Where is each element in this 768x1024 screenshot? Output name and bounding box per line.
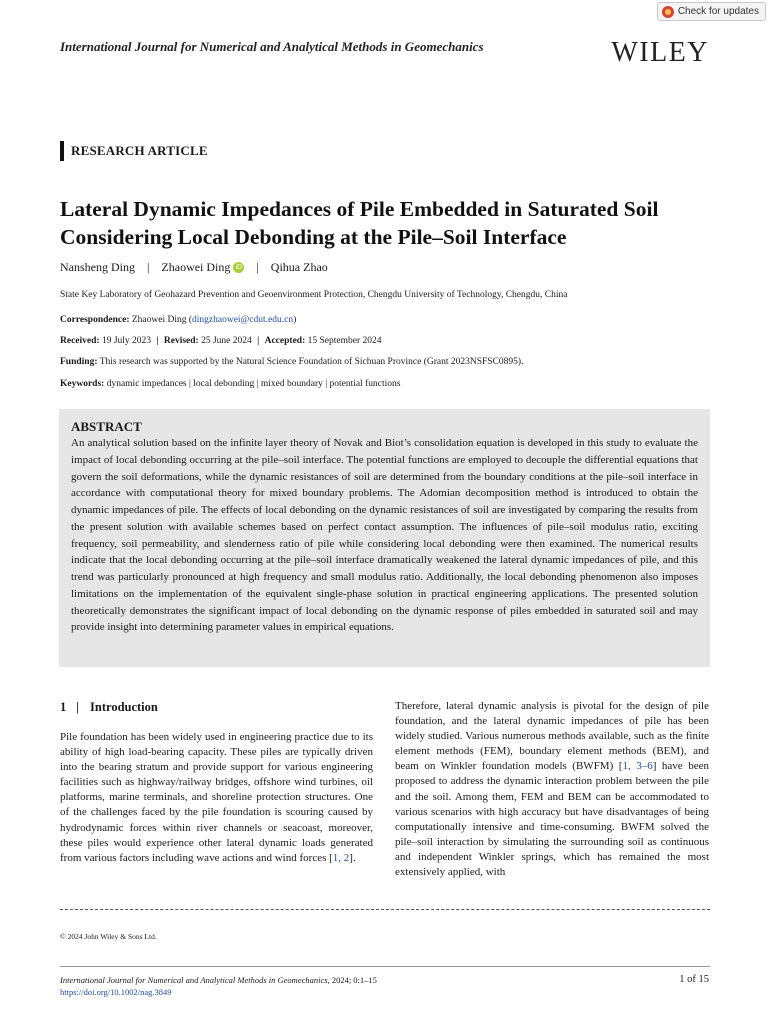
funding-text: This research was supported by the Natural Science Foundation of Sichuan Province (Grant 2023NSFSC0895). [99,357,524,367]
date-separator: | [257,336,260,346]
page-number: 1 of 15 [679,974,709,985]
footer-citation [60,975,377,985]
publisher-logo: WILEY [611,37,709,68]
paragraph-text: Pile foundation has been widely used in engineering practice due to its ability of high load-bearing capacity. These piles are typically driven into the bearing stratum and provide support for various engineering facilities such as highway/railway bridges, offshore wind turbines, oil platforms, marine terminals, and shoreline protection structures. One of the challenges faced by the pile foundation is scouring caused by hydrodynamic forces within river channels or seacoast, moreover, these piles would experience other lateral dynamic loads generated from various factors including wave actions and wind forces [ [60,731,373,864]
abstract-heading: ABSTRACT [71,419,142,434]
keywords-text: dynamic impedances | local debonding | mixed boundary | potential functions [106,379,401,389]
section-number: 1 [60,700,67,714]
check-updates-label: Check for updates [677,6,759,17]
orcid-icon[interactable]: iD [233,262,244,273]
author-list [60,260,328,275]
doi-link[interactable]: https://doi.org/10.1002/nag.3849 [60,987,172,997]
section-separator: | [76,700,80,714]
keywords [60,379,401,389]
footer-volume: , 2024; 0:1–15 [327,975,377,985]
author-name[interactable]: Nansheng Ding [60,260,135,274]
paper-title: Lateral Dynamic Impedances of Pile Embedded in Saturated Soil Considering Local Debonding at the Pile–Soil Interface [60,197,659,249]
correspondence [60,315,296,325]
section-heading [60,700,158,715]
footer-divider [60,966,710,967]
received-date: 19 July 2023 [101,336,152,346]
paragraph-text-cont: ] have been proposed to address the dynamic interaction problem between the pile and the soil. Among them, FEM and BEM can be accommodated to various scenarios with high accuracy but have disadvantages of being computationally intensive and time-consuming. BWFM solved the pile–soil interaction by simulating the surrounding soil as continuous and independent Winkler springs, which has remained the most extensively applied, with [395,760,709,879]
citation-link[interactable]: 1, 3–6 [622,760,653,773]
article-type-label: RESEARCH ARTICLE [71,143,208,158]
author-separator: | [256,260,259,274]
body-column-right [395,699,709,880]
accepted-label: Accepted: [264,336,306,346]
keywords-label: Keywords: [60,379,105,389]
article-type-bar [60,141,64,161]
journal-title: International Journal for Numerical and Analytical Methods in Geomechanics [60,39,484,54]
author-name[interactable]: Zhaowei Ding [161,260,231,274]
correspondence-label: Correspondence: [60,315,130,325]
author-separator: | [147,260,150,274]
author-name[interactable]: Qihua Zhao [270,260,328,274]
check-for-updates-button[interactable] [657,2,766,21]
revised-date: 25 June 2024 [201,336,252,346]
correspondence-name: Zhaowei Ding ( [131,315,193,325]
received-label: Received: [60,336,100,346]
section-title: Introduction [90,700,158,714]
paragraph-text-end: ]. [349,851,356,864]
funding-label: Funding: [60,357,98,367]
body-column-left [60,730,373,866]
abstract-text: An analytical solution based on the infinite layer theory of Novak and Biot’s consolidation equation is developed in this study to evaluate the impact of local debonding occurring at the pile–soil interface. The potential functions are employed to decouple the differential equations that govern the soil deformations, while the dynamic resistances of soil are determined from the boundary conditions at the pile–soil interface in accordance with computational theory for mixed boundary problems. The Adomian decomposition method is introduced to obtain the dynamic impedances of pile. The effects of local debonding on the dynamic resistances of soil are investigated by comparing the results from the present solution with available schemes based on perfect contact assumption. The influences of pile–soil modulus ratio, exciting frequency, soil permeability, and slenderness ratio of pile while considering local debonding were then examined. The numerical results indicate that the local debonding occurring at the pile–soil interface dramatically weakened the lateral dynamic impedances of pile, and this trend was particularly pronounced at high frequency and small modulus ratio. Additionally, the local debonding phenomenon also imposes limitations on the implementation of the equivalent single-phase solution in practical engineering applications. The presented solution theoretically demonstrates the significant impact of local debonding on the dynamic response of piles embedded in saturated soil and may provide insight into determining parameter values in empirical equations. [71,437,698,634]
citation-link[interactable]: 1, 2 [332,851,350,864]
footnote-divider [60,909,710,910]
affiliation: State Key Laboratory of Geohazard Prevention and Geoenvironment Protection, Chengdu University of Technology, Chengdu, China [60,290,568,300]
footer-journal-name: International Journal for Numerical and Analytical Methods in Geomechanics [60,975,328,985]
accepted-date: 15 September 2024 [307,336,382,346]
date-separator: | [156,336,159,346]
correspondence-email-link[interactable]: dingzhaowei@cdut.edu.cn [192,315,294,325]
revised-label: Revised: [163,336,199,346]
funding [60,357,523,367]
paragraph-text: Therefore, lateral dynamic analysis is pivotal for the design of pile foundation, and the lateral dynamic impedances of pile has been widely studied. Various numerous methods available, such as the finite element methods (FEM), boundary element methods (BEM), and beam on Winkler foundation models (BWFM) [ [395,700,709,773]
copyright-notice: © 2024 John Wiley & Sons Ltd. [60,932,157,941]
article-type [60,141,208,161]
correspondence-close: ) [293,315,297,325]
crossmark-icon [662,6,674,18]
article-dates [60,336,382,346]
